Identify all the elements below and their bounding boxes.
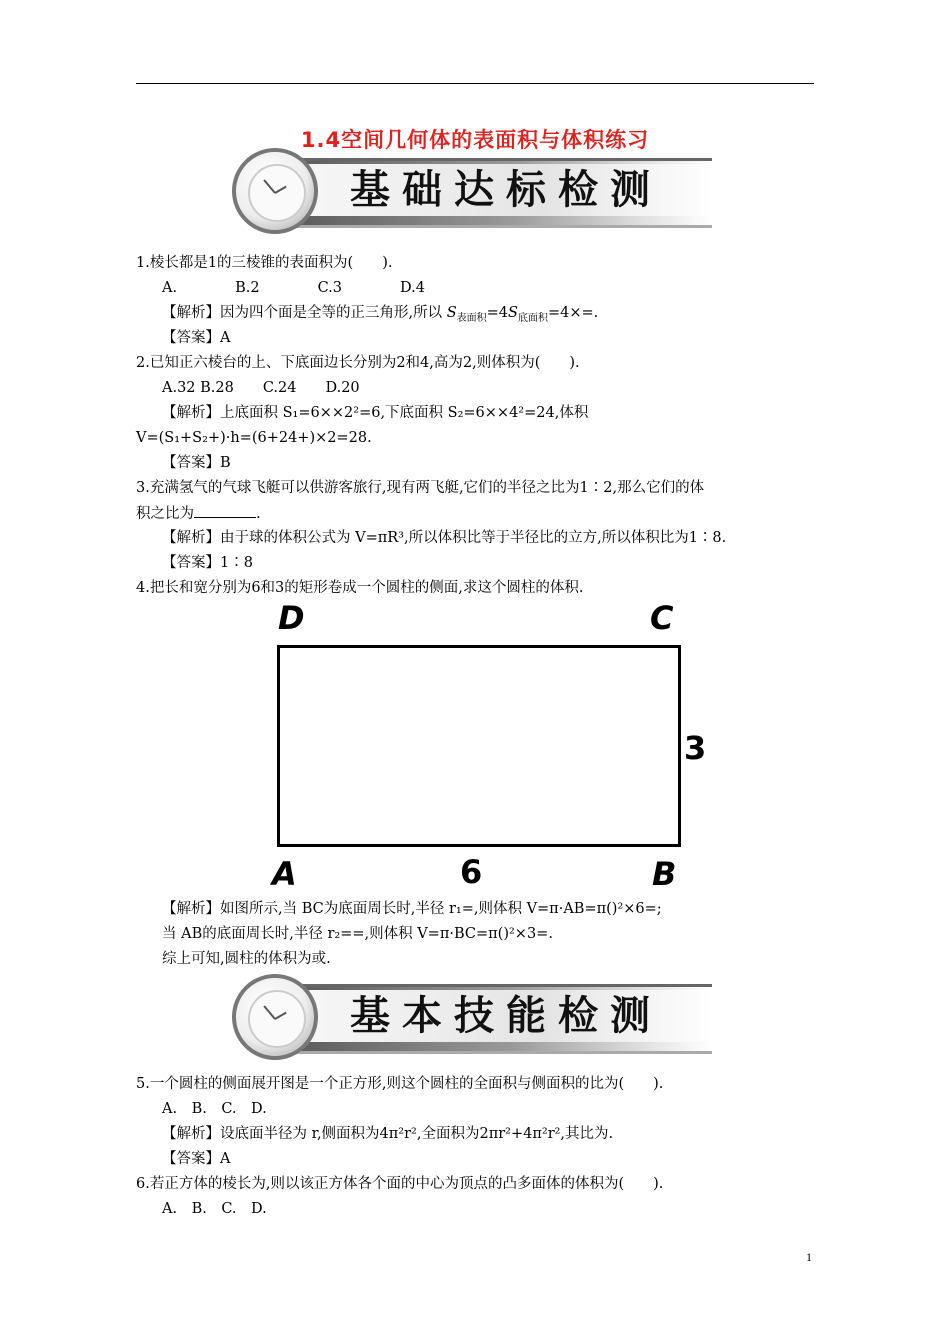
section-heading: 基础达标检测 — [350, 167, 662, 213]
q2-analysis-1: 【解析】上底面积 S₁=6××2²=6,下底面积 S₂=6××4²=24,体积 — [162, 405, 589, 421]
q2-stem: 2.已知正六棱台的上、下底面边长分别为2和4,高为2,则体积为( ). — [136, 355, 580, 371]
width-label: 6 — [460, 853, 483, 891]
q6-options: A. B. C. D. — [162, 1201, 267, 1217]
vertex-label-d: D — [278, 599, 305, 637]
q2-analysis-2: V=(S₁+S₂+)·h=(6+24+)×2=28. — [136, 430, 372, 446]
q1-options: A. B.2 C.3 D.4 — [162, 280, 425, 296]
q5-answer: 【答案】A — [162, 1151, 231, 1167]
q4-stem: 4.把长和宽分别为6和3的矩形卷成一个圆柱的侧面,求这个圆柱的体积. — [136, 580, 584, 596]
vertex-label-a: A — [272, 855, 297, 893]
q1-stem: 1.棱长都是1的三棱锥的表面积为( ). — [136, 255, 393, 271]
rectangle-abcd — [277, 645, 681, 847]
section-heading: 基本技能检测 — [350, 993, 662, 1039]
q5-options: A. B. C. D. — [162, 1101, 267, 1117]
q4-analysis-2: 当 AB的底面周长时,半径 r₂==,则体积 V=π·BC=π()²×3=. — [162, 926, 553, 942]
q3-stem-2: 积之比为 . — [136, 506, 261, 522]
vertex-label-c: C — [650, 599, 674, 637]
vertex-label-b: B — [652, 855, 677, 893]
rectangle-figure — [272, 600, 712, 896]
q1-answer: 【答案】A — [162, 330, 231, 346]
q4-analysis-3: 综上可知,圆柱的体积为或. — [162, 951, 331, 967]
page-title: 1.4空间几何体的表面积与体积练习 — [300, 128, 650, 152]
q3-analysis: 【解析】由于球的体积公式为 V=πR³,所以体积比等于半径比的立方,所以体积比为1∶8. — [162, 530, 727, 546]
answer-blank — [194, 504, 256, 518]
q2-options: A.32 B.28 C.24 D.20 — [162, 380, 360, 396]
header-rule — [136, 83, 814, 84]
q5-stem: 5.一个圆柱的侧面展开图是一个正方形,则这个圆柱的全面积与侧面积的比为( ). — [136, 1076, 664, 1092]
page-number: 1 — [806, 1250, 812, 1264]
q2-answer: 【答案】B — [162, 455, 231, 471]
q3-stem-1: 3.充满氢气的气球飞艇可以供游客旅行,现有两飞艇,它们的半径之比为1∶2,那么它们的体 — [136, 480, 705, 496]
clock-icon — [232, 148, 318, 234]
height-label: 3 — [684, 729, 707, 767]
q3-answer: 【答案】1∶8 — [162, 555, 253, 571]
q1-analysis: 【解析】因为四个面是全等的正三角形,所以 $S_{表面积}=4S_{底面积}=4\times=$. — [162, 305, 599, 324]
q4-analysis-1: 【解析】如图所示,当 BC为底面周长时,半径 r₁=,则体积 V=π·AB=π()²×6=; — [162, 901, 662, 917]
q5-analysis: 【解析】设底面半径为 r,侧面积为4π²r²,全面积为2πr²+4π²r²,其比为. — [162, 1126, 614, 1142]
section-banner-basic — [232, 152, 712, 230]
q6-stem: 6.若正方体的棱长为,则以该正方体各个面的中心为顶点的凸多面体的体积为( ). — [136, 1176, 664, 1192]
section-banner-skills — [232, 978, 712, 1056]
clock-icon — [232, 974, 318, 1060]
